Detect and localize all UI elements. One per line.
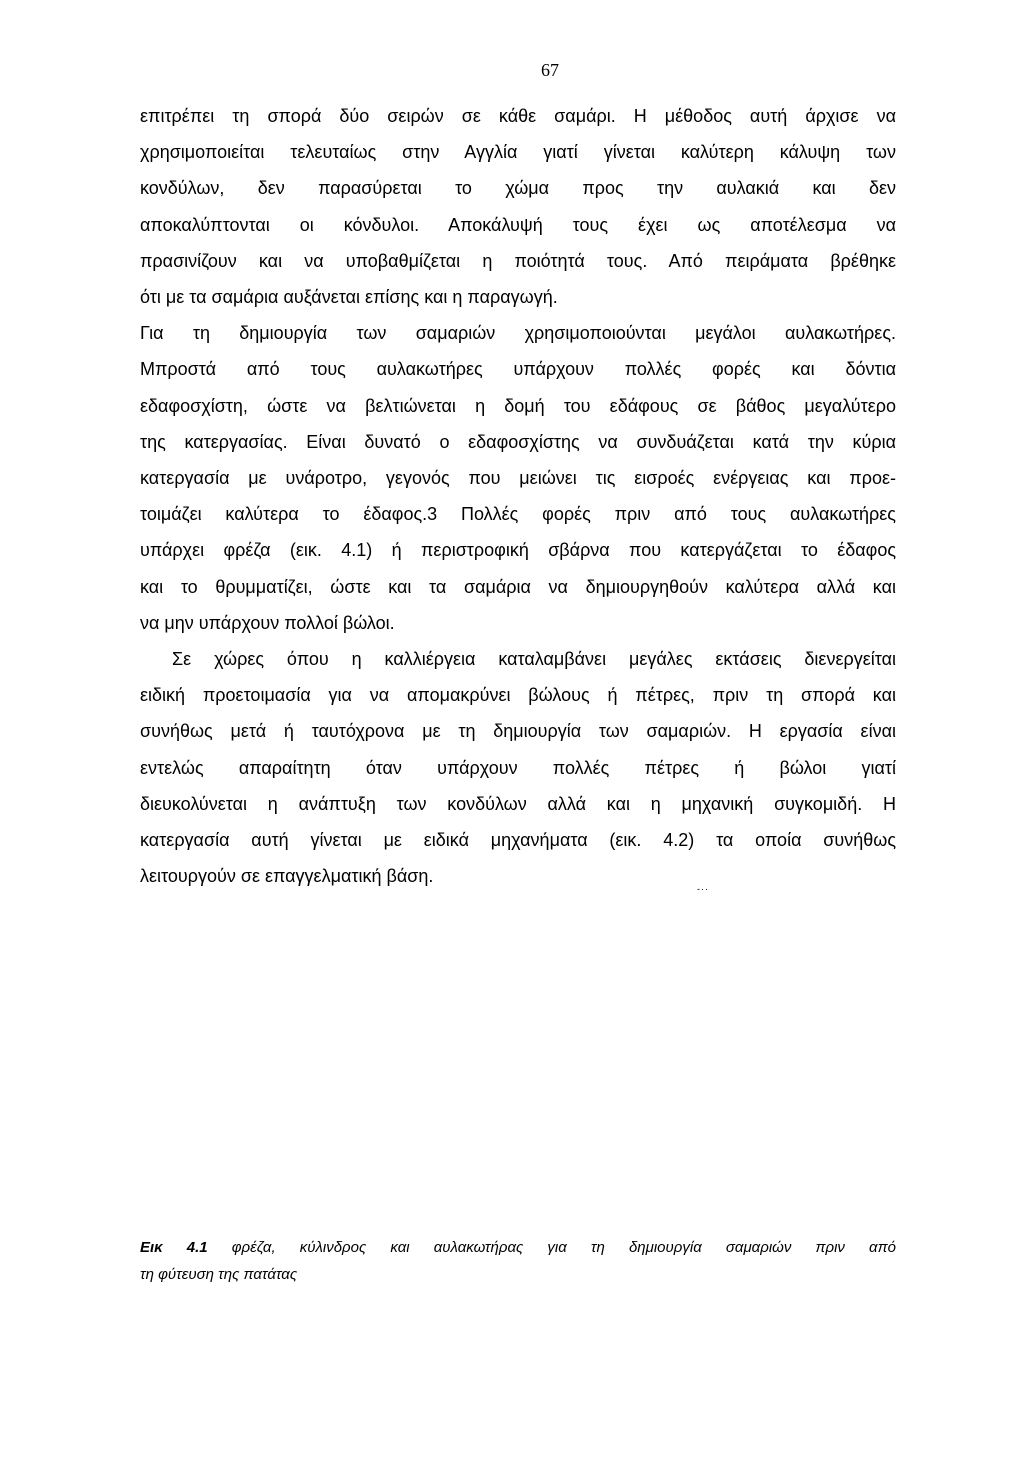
- text-line: ότι με τα σαμάρια αυξάνεται επίσης και η παραγωγή.: [140, 287, 558, 308]
- paragraph-1: [140, 98, 896, 315]
- figure-placeholder: [140, 890, 896, 1220]
- caption-line: [140, 1234, 896, 1261]
- text-line: κατεργασία με υνάροτρο, γεγονός που μειώνει τις εισροές ενέργειας και προε-: [140, 468, 896, 489]
- figure-stray-mark: -··: [697, 884, 709, 894]
- text-line: κονδύλων, δεν παρασύρεται το χώμα προς την αυλακιά και δεν: [140, 178, 896, 199]
- text-line: Σε χώρες όπου η καλλιέργεια καταλαμβάνει μεγάλες εκτάσεις διενεργείται: [172, 649, 896, 670]
- text-line: Για τη δημιουργία των σαμαριών χρησιμοποιούνται μεγάλοι αυλακωτήρες.: [140, 323, 896, 344]
- text-line: λειτουργούν σε επαγγελματική βάση.: [140, 866, 434, 887]
- text-line: επιτρέπει τη σπορά δύο σειρών σε κάθε σαμάρι. Η μέθοδος αυτή άρχισε να: [140, 106, 896, 126]
- caption-line: τη φύτευση της πατάτας: [140, 1266, 298, 1283]
- text-line: αποκαλύπτονται οι κόνδυλοι. Αποκάλυψή τους έχει ως αποτέλεσμα να: [140, 214, 896, 235]
- paragraph-3: [140, 641, 896, 894]
- page-body: [140, 98, 896, 894]
- text-line: κατεργασία αυτή γίνεται με ειδικά μηχανήματα (εικ. 4.2) τα οποία συνήθως: [140, 830, 896, 851]
- text-line: Μπροστά από τους αυλακωτήρες υπάρχουν πολλές φορές και δόντια: [140, 359, 896, 380]
- text-line: συνήθως μετά ή ταυτόχρονα με τη δημιουργία των σαμαριών. Η εργασία είναι: [140, 721, 896, 742]
- caption-label: Εικ 4.1: [140, 1239, 208, 1256]
- text-line: να μην υπάρχουν πολλοί βώλοι.: [140, 612, 395, 633]
- text-line: εδαφοσχίστη, ώστε να βελτιώνεται η δομή του εδάφους σε βάθος μεγαλύτερο: [140, 395, 896, 416]
- paragraph-2: [140, 315, 896, 641]
- text-line: και το θρυμματίζει, ώστε και τα σαμάρια να δημιουργηθούν καλύτερα αλλά και: [140, 576, 896, 597]
- text-line: υπάρχει φρέζα (εικ. 4.1) ή περιστροφική σβάρνα που κατεργάζεται το έδαφος: [140, 540, 896, 561]
- text-line: τοιμάζει καλύτερα το έδαφος.3 Πολλές φορές πριν από τους αυλακωτήρες: [140, 504, 896, 525]
- text-line: της κατεργασίας. Είναι δυνατό ο εδαφοσχίστης να συνδυάζεται κατά την κύρια: [140, 431, 896, 452]
- text-line: διευκολύνεται η ανάπτυξη των κονδύλων αλλά και η μηχανική συγκομιδή. Η: [140, 793, 896, 814]
- text-line: πρασινίζουν και να υποβαθμίζεται η ποιότητά τους. Από πειράματα βρέθηκε: [140, 250, 896, 271]
- page-number: 67: [541, 60, 559, 80]
- text-line: εντελώς απαραίτητη όταν υπάρχουν πολλές πέτρες ή βώλοι γιατί: [140, 757, 896, 778]
- text-line: ειδική προετοιμασία για να απομακρύνει βώλους ή πέτρες, πριν τη σπορά και: [140, 685, 896, 706]
- caption-text: φρέζα, κύλινδρος και αυλακωτήρας για τη δημιουργία σαμαριών πριν από: [207, 1239, 896, 1256]
- figure-caption: [140, 1234, 896, 1288]
- text-line: χρησιμοποιείται τελευταίως στην Αγγλία γιατί γίνεται καλύτερη κάλυψη των: [140, 142, 896, 163]
